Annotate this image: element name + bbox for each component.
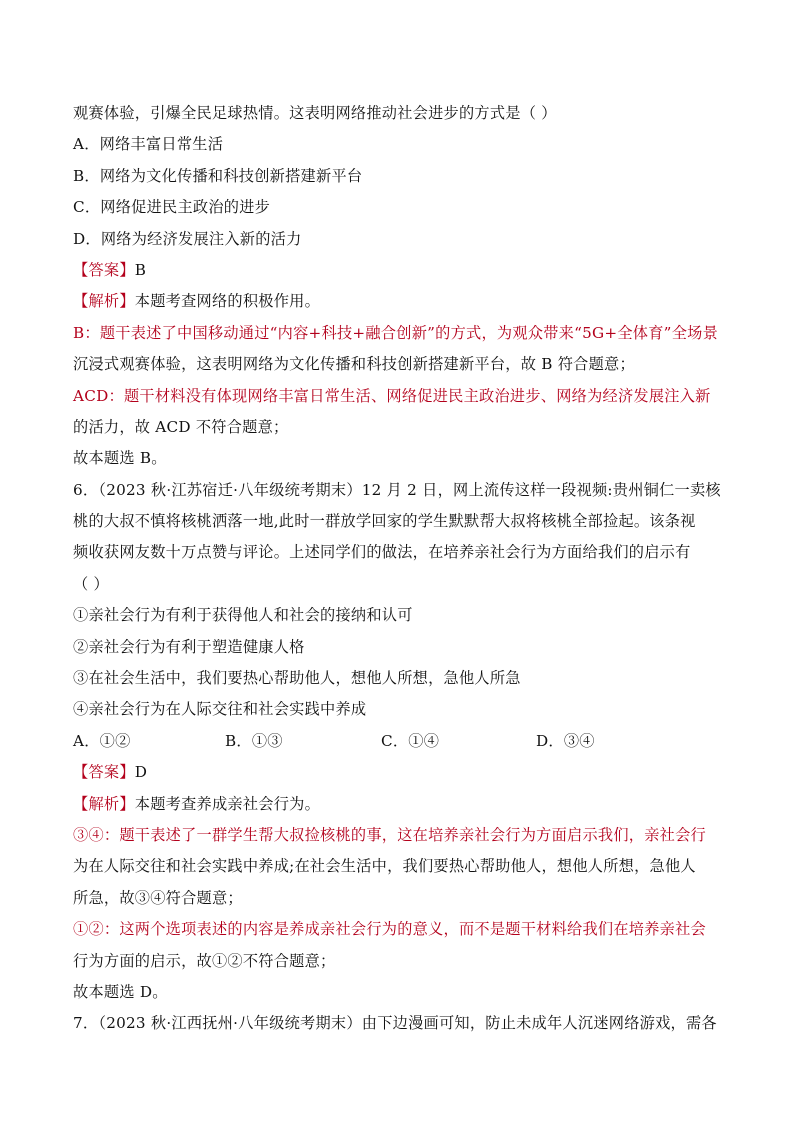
q6-choice-c: C．①④ — [381, 731, 440, 750]
q5-analysis-line: ACD：题干材料没有体现网络丰富日常生活、网络促进民主政治进步、网络为经济发展注入新 — [73, 386, 711, 405]
q5-option-c: C．网络促进民主政治的进步 — [73, 198, 271, 217]
q6-analysis-line: ①②：这两个选项表述的内容是养成亲社会行为的意义，而不是题干材料给我们在培养亲社会 — [73, 920, 706, 939]
q5-stem-tail: 观赛体验，引爆全民足球热情。这表明网络推动社会进步的方式是（ ） — [73, 104, 557, 122]
q6-analysis — [73, 789, 726, 820]
answer-tag: 【答案】 — [73, 763, 135, 782]
q5-option-a: A．网络丰富日常生活 — [73, 135, 224, 154]
q5-option-d: D．网络为经济发展注入新的活力 — [73, 229, 302, 248]
q6-stem-line: 频收获网友数十万点赞与评论。上述同学们的做法，在培养亲社会行为方面给我们的启示有 — [73, 543, 691, 562]
q6-answer — [73, 757, 726, 788]
q6-stem-line: 桃的大叔不慎将核桃洒落一地,此时一群放学回家的学生默默帮大叔将核桃全部捡起。该条视 — [73, 512, 696, 531]
q6-analysis-line: 为在人际交往和社会实践中养成;在社会生活中，我们要热心帮助他人，想他人所想，急他人 — [73, 857, 696, 876]
q6-choice-b: B．①③ — [225, 731, 283, 750]
q5-conclusion: 故本题选 B。 — [73, 449, 167, 468]
analysis-intro: 本题考查养成亲社会行为。 — [134, 794, 320, 813]
answer-tag: 【答案】 — [73, 260, 135, 279]
q6-stem-line: 6．（2023 秋·江苏宿迁·八年级统考期末）12 月 2 日，网上流传这样一段视频:贵州铜仁一卖核 — [73, 480, 721, 499]
q5-analysis — [73, 286, 726, 317]
analysis-tag: 【解析】 — [73, 292, 135, 311]
q5-option-b: B．网络为文化传播和科技创新搭建新平台 — [73, 166, 363, 185]
q5-answer — [73, 255, 726, 286]
q6-choice-d: D．③④ — [536, 731, 595, 750]
answer-value: B — [134, 260, 147, 279]
q6-conclusion: 故本题选 D。 — [73, 982, 168, 1001]
analysis-tag: 【解析】 — [73, 794, 135, 813]
q6-analysis-line: 行为方面的启示，故①②不符合题意； — [73, 951, 336, 970]
q6-analysis-line: ③④：题干表述了一群学生帮大叔捡核桃的事，这在培养亲社会行为方面启示我们，亲社会行 — [73, 825, 706, 844]
q5-analysis-line: 沉浸式观赛体验，这表明网络为文化传播和科技创新搭建新平台，故 B 符合题意； — [73, 355, 635, 374]
q6-stem-line: （ ） — [73, 574, 109, 593]
analysis-intro: 本题考查网络的积极作用。 — [134, 292, 320, 311]
q6-choices — [73, 726, 726, 757]
q5-analysis-line: B：题干表述了中国移动通过“内容+科技+融合创新”的方式，为观众带来“5G+全体育”全场景 — [73, 323, 719, 342]
q6-statement-4: ④亲社会行为在人际交往和社会实践中养成 — [73, 700, 367, 719]
answer-value: D — [134, 763, 148, 782]
q6-analysis-line: 所急，故③④符合题意； — [73, 888, 243, 907]
q5-analysis-line: 的活力，故 ACD 不符合题意； — [73, 417, 289, 436]
q6-statement-1: ①亲社会行为有利于获得他人和社会的接纳和认可 — [73, 606, 413, 625]
q6-choice-a: A．①② — [73, 731, 131, 750]
q7-stem-line: 7．（2023 秋·江西抚州·八年级统考期末）由下边漫画可知，防止未成年人沉迷网络游戏，需各 — [73, 1014, 717, 1033]
q6-statement-2: ②亲社会行为有利于塑造健康人格 — [73, 637, 305, 656]
q6-statement-3: ③在社会生活中，我们要热心帮助他人，想他人所想，急他人所急 — [73, 669, 521, 688]
